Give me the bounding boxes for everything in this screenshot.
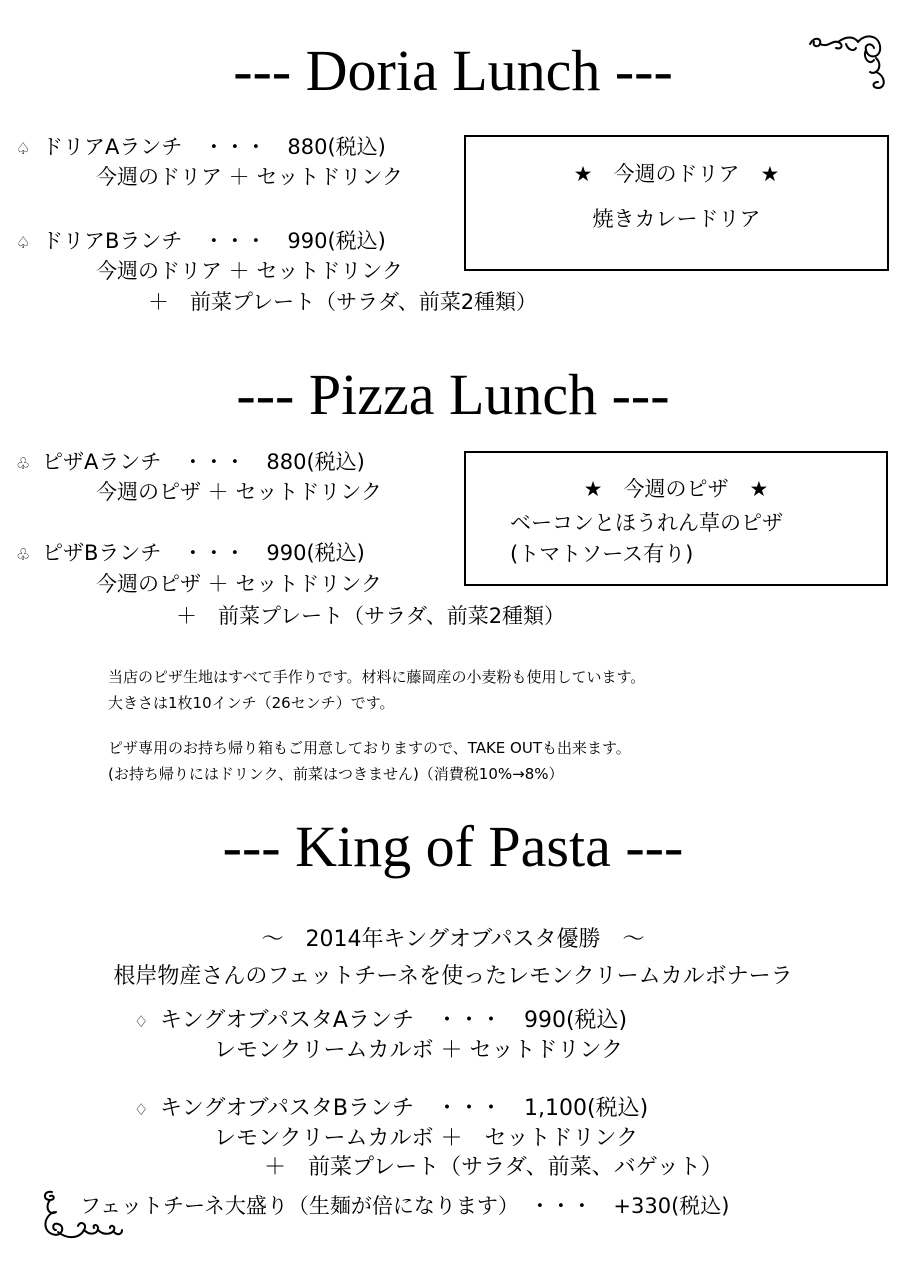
pasta-a-label: キングオブパスタAランチ ・・・ 990(税込) bbox=[160, 1008, 628, 1033]
pasta-extra-option: フェットチーネ大盛り（生麺が倍になります） ・・・ +330(税込) bbox=[80, 1194, 730, 1218]
doria-a-label: ドリアAランチ ・・・ 880(税込) bbox=[42, 135, 386, 159]
weekly-doria-name: 焼きカレードリア bbox=[592, 207, 761, 231]
pasta-a-detail: レモンクリームカルボ ＋ セットドリンク bbox=[214, 1038, 624, 1063]
club-icon: ♧ bbox=[16, 545, 31, 564]
pizza-b-item bbox=[16, 543, 365, 564]
pasta-b-detail-1: レモンクリームカルボ ＋ セットドリンク bbox=[214, 1126, 639, 1151]
doria-b-item bbox=[16, 231, 386, 252]
doria-b-label: ドリアBランチ ・・・ 990(税込) bbox=[42, 229, 386, 253]
pasta-b-detail-2: ＋ 前菜プレート（サラダ、前菜、バゲット） bbox=[264, 1155, 723, 1180]
pizza-b-label: ピザBランチ ・・・ 990(税込) bbox=[42, 541, 365, 565]
doria-b-detail-1: 今週のドリア ＋ セットドリンク bbox=[96, 259, 403, 283]
pasta-b-item bbox=[134, 1098, 648, 1120]
pasta-a-item bbox=[134, 1010, 627, 1032]
pasta-b-label: キングオブパスタBランチ ・・・ 1,100(税込) bbox=[160, 1096, 649, 1121]
pizza-b-detail-2: ＋ 前菜プレート（サラダ、前菜2種類） bbox=[176, 604, 566, 628]
spade-icon: ♤ bbox=[16, 139, 31, 158]
pasta-section-title: --- King of Pasta --- bbox=[222, 814, 684, 879]
doria-section-title: --- Doria Lunch --- bbox=[233, 38, 673, 103]
doria-a-item bbox=[16, 137, 386, 158]
diamond-icon: ♢ bbox=[134, 1100, 149, 1119]
pasta-subtitle: ～ 2014年キングオブパスタ優勝 ～ bbox=[261, 927, 645, 952]
weekly-pizza-heading: ★ 今週のピザ ★ bbox=[583, 477, 769, 501]
spade-icon: ♤ bbox=[16, 233, 31, 252]
pizza-a-detail: 今週のピザ ＋ セットドリンク bbox=[96, 480, 382, 504]
weekly-pizza-name: ベーコンとほうれん草のピザ bbox=[510, 511, 783, 535]
weekly-doria-heading: ★ 今週のドリア ★ bbox=[573, 162, 780, 186]
pizza-b-detail-1: 今週のピザ ＋ セットドリンク bbox=[96, 572, 382, 596]
weekly-pizza-box bbox=[464, 451, 888, 586]
pizza-note-1: 当店のピザ生地はすべて手作りです。材料に藤岡産の小麦粉も使用しています。 bbox=[108, 668, 646, 686]
doria-a-detail: 今週のドリア ＋ セットドリンク bbox=[96, 165, 403, 189]
pizza-section-title: --- Pizza Lunch --- bbox=[236, 362, 670, 427]
pizza-a-item bbox=[16, 452, 365, 473]
doria-b-detail-2: ＋ 前菜プレート（サラダ、前菜2種類） bbox=[148, 290, 538, 314]
weekly-pizza-sauce: (トマトソース有り) bbox=[510, 542, 694, 566]
pizza-note-3: ピザ専用のお持ち帰り箱もご用意しておりますので、TAKE OUTも出来ます。 bbox=[108, 739, 631, 757]
weekly-doria-box bbox=[464, 135, 889, 271]
pizza-note-4: (お持ち帰りにはドリンク、前菜はつきません)（消費税10%→8%） bbox=[108, 765, 564, 783]
pasta-description: 根岸物産さんのフェットチーネを使ったレモンクリームカルボナーラ bbox=[113, 964, 793, 989]
club-icon: ♧ bbox=[16, 454, 31, 473]
pizza-a-label: ピザAランチ ・・・ 880(税込) bbox=[42, 450, 365, 474]
diamond-icon: ♢ bbox=[134, 1012, 149, 1031]
pizza-note-2: 大きさは1枚10インチ（26センチ）です。 bbox=[108, 694, 395, 712]
